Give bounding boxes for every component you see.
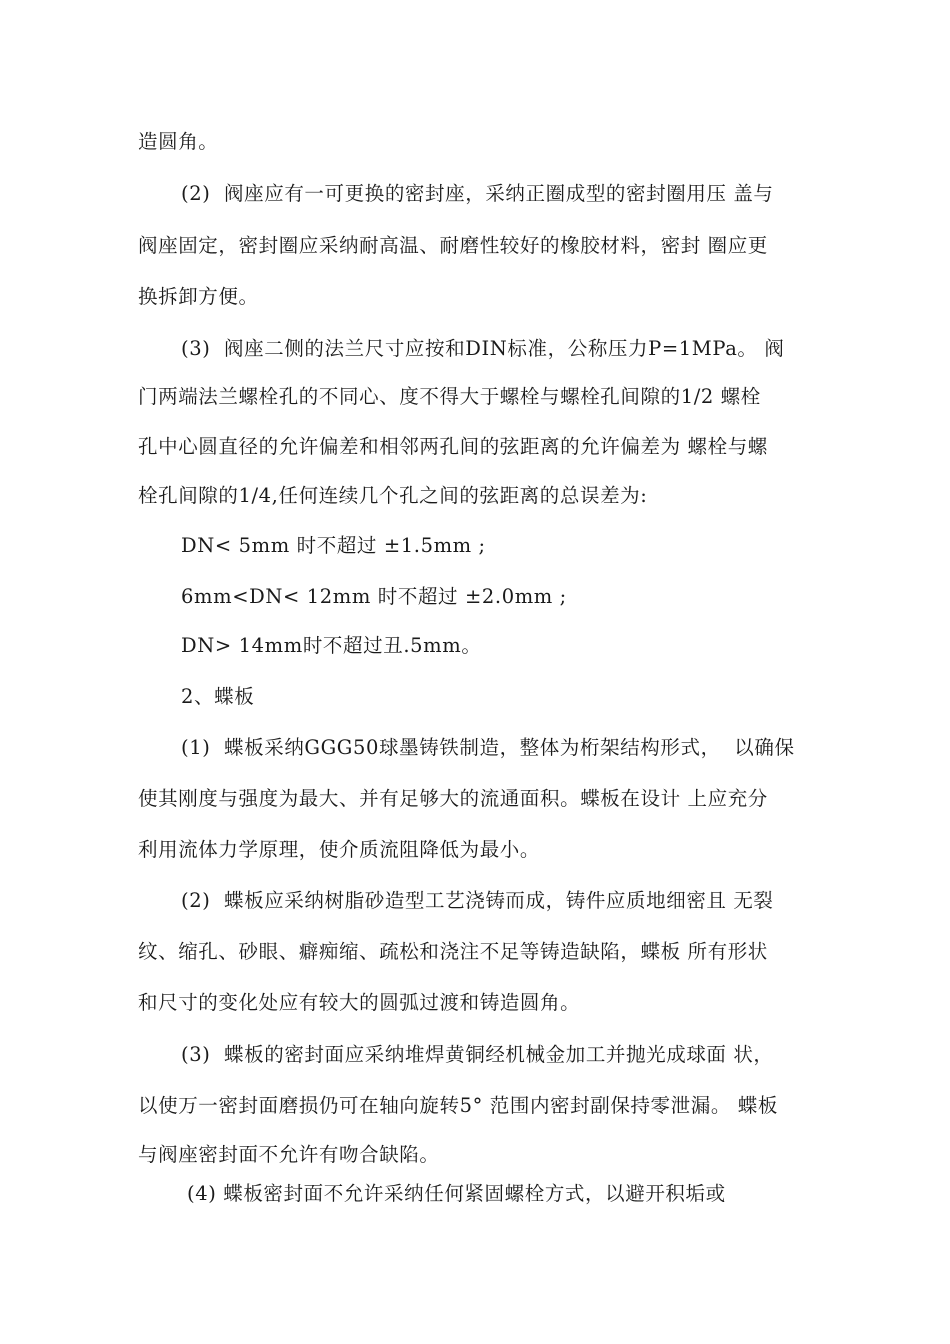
text-line-13: (1) 蝶板采纳GGG50球墨铸铁制造，整体为桁架结构形式， 以确保	[181, 736, 795, 759]
text-line-18: 和尺寸的变化处应有较大的圆弧过渡和铸造圆角。	[138, 991, 581, 1014]
text-line-1: 造圆角。	[138, 130, 219, 153]
text-line-20: 以使万一密封面磨损仍可在轴向旋转5° 范围内密封副保持零泄漏。 蝶板	[138, 1094, 778, 1117]
text-line-4: 换拆卸方便。	[138, 285, 259, 308]
text-line-6: 门两端法兰螺栓孔的不同心、度不得大于螺栓与螺栓孔间隙的1/2 螺栓	[138, 385, 761, 408]
text-line-16: (2) 蝶板应采纳树脂砂造型工艺浇铸而成，铸件应质地细密且 无裂	[181, 889, 774, 912]
text-line-17: 纹、缩孔、砂眼、癖痴缩、疏松和浇注不足等铸造缺陷，蝶板 所有形状	[138, 940, 768, 963]
text-line-8: 栓孔间隙的1/4,任何连续几个孔之间的弦距离的总误差为:	[138, 484, 648, 507]
text-line-11: DN> 14mm时不超过丑.5mm。	[181, 634, 482, 657]
text-line-3: 阀座固定，密封圈应采纳耐高温、耐磨性较好的橡胶材料，密封 圈应更	[138, 234, 768, 257]
text-line-22: (4) 蝶板密封面不允许采纳任何紧固螺栓方式，以避开积垢或	[187, 1182, 726, 1205]
section-heading: 2、蝶板	[181, 685, 255, 708]
text-line-7: 孔中心圆直径的允许偏差和相邻两孔间的弦距离的允许偏差为 螺栓与螺	[138, 435, 768, 458]
text-line-19: (3) 蝶板的密封面应采纳堆焊黄铜经机械金加工并抛光成球面 状，	[181, 1043, 774, 1066]
text-line-2: (2) 阀座应有一可更换的密封座，采纳正圈成型的密封圈用压 盖与	[181, 182, 774, 205]
text-line-5: (3) 阀座二侧的法兰尺寸应按和DIN标准，公称压力P=1MPa。 阀	[181, 337, 785, 360]
text-line-21: 与阀座密封面不允许有吻合缺陷。	[138, 1143, 440, 1166]
text-line-15: 利用流体力学原理，使介质流阻降低为最小。	[138, 838, 541, 861]
text-line-14: 使其刚度与强度为最大、并有足够大的流通面积。蝶板在设计 上应充分	[138, 787, 768, 810]
text-line-9: DN< 5mm 时不超过 ±1.5mm ;	[181, 534, 486, 557]
text-line-10: 6mm<DN< 12mm 时不超过 ±2.0mm ;	[181, 585, 567, 608]
